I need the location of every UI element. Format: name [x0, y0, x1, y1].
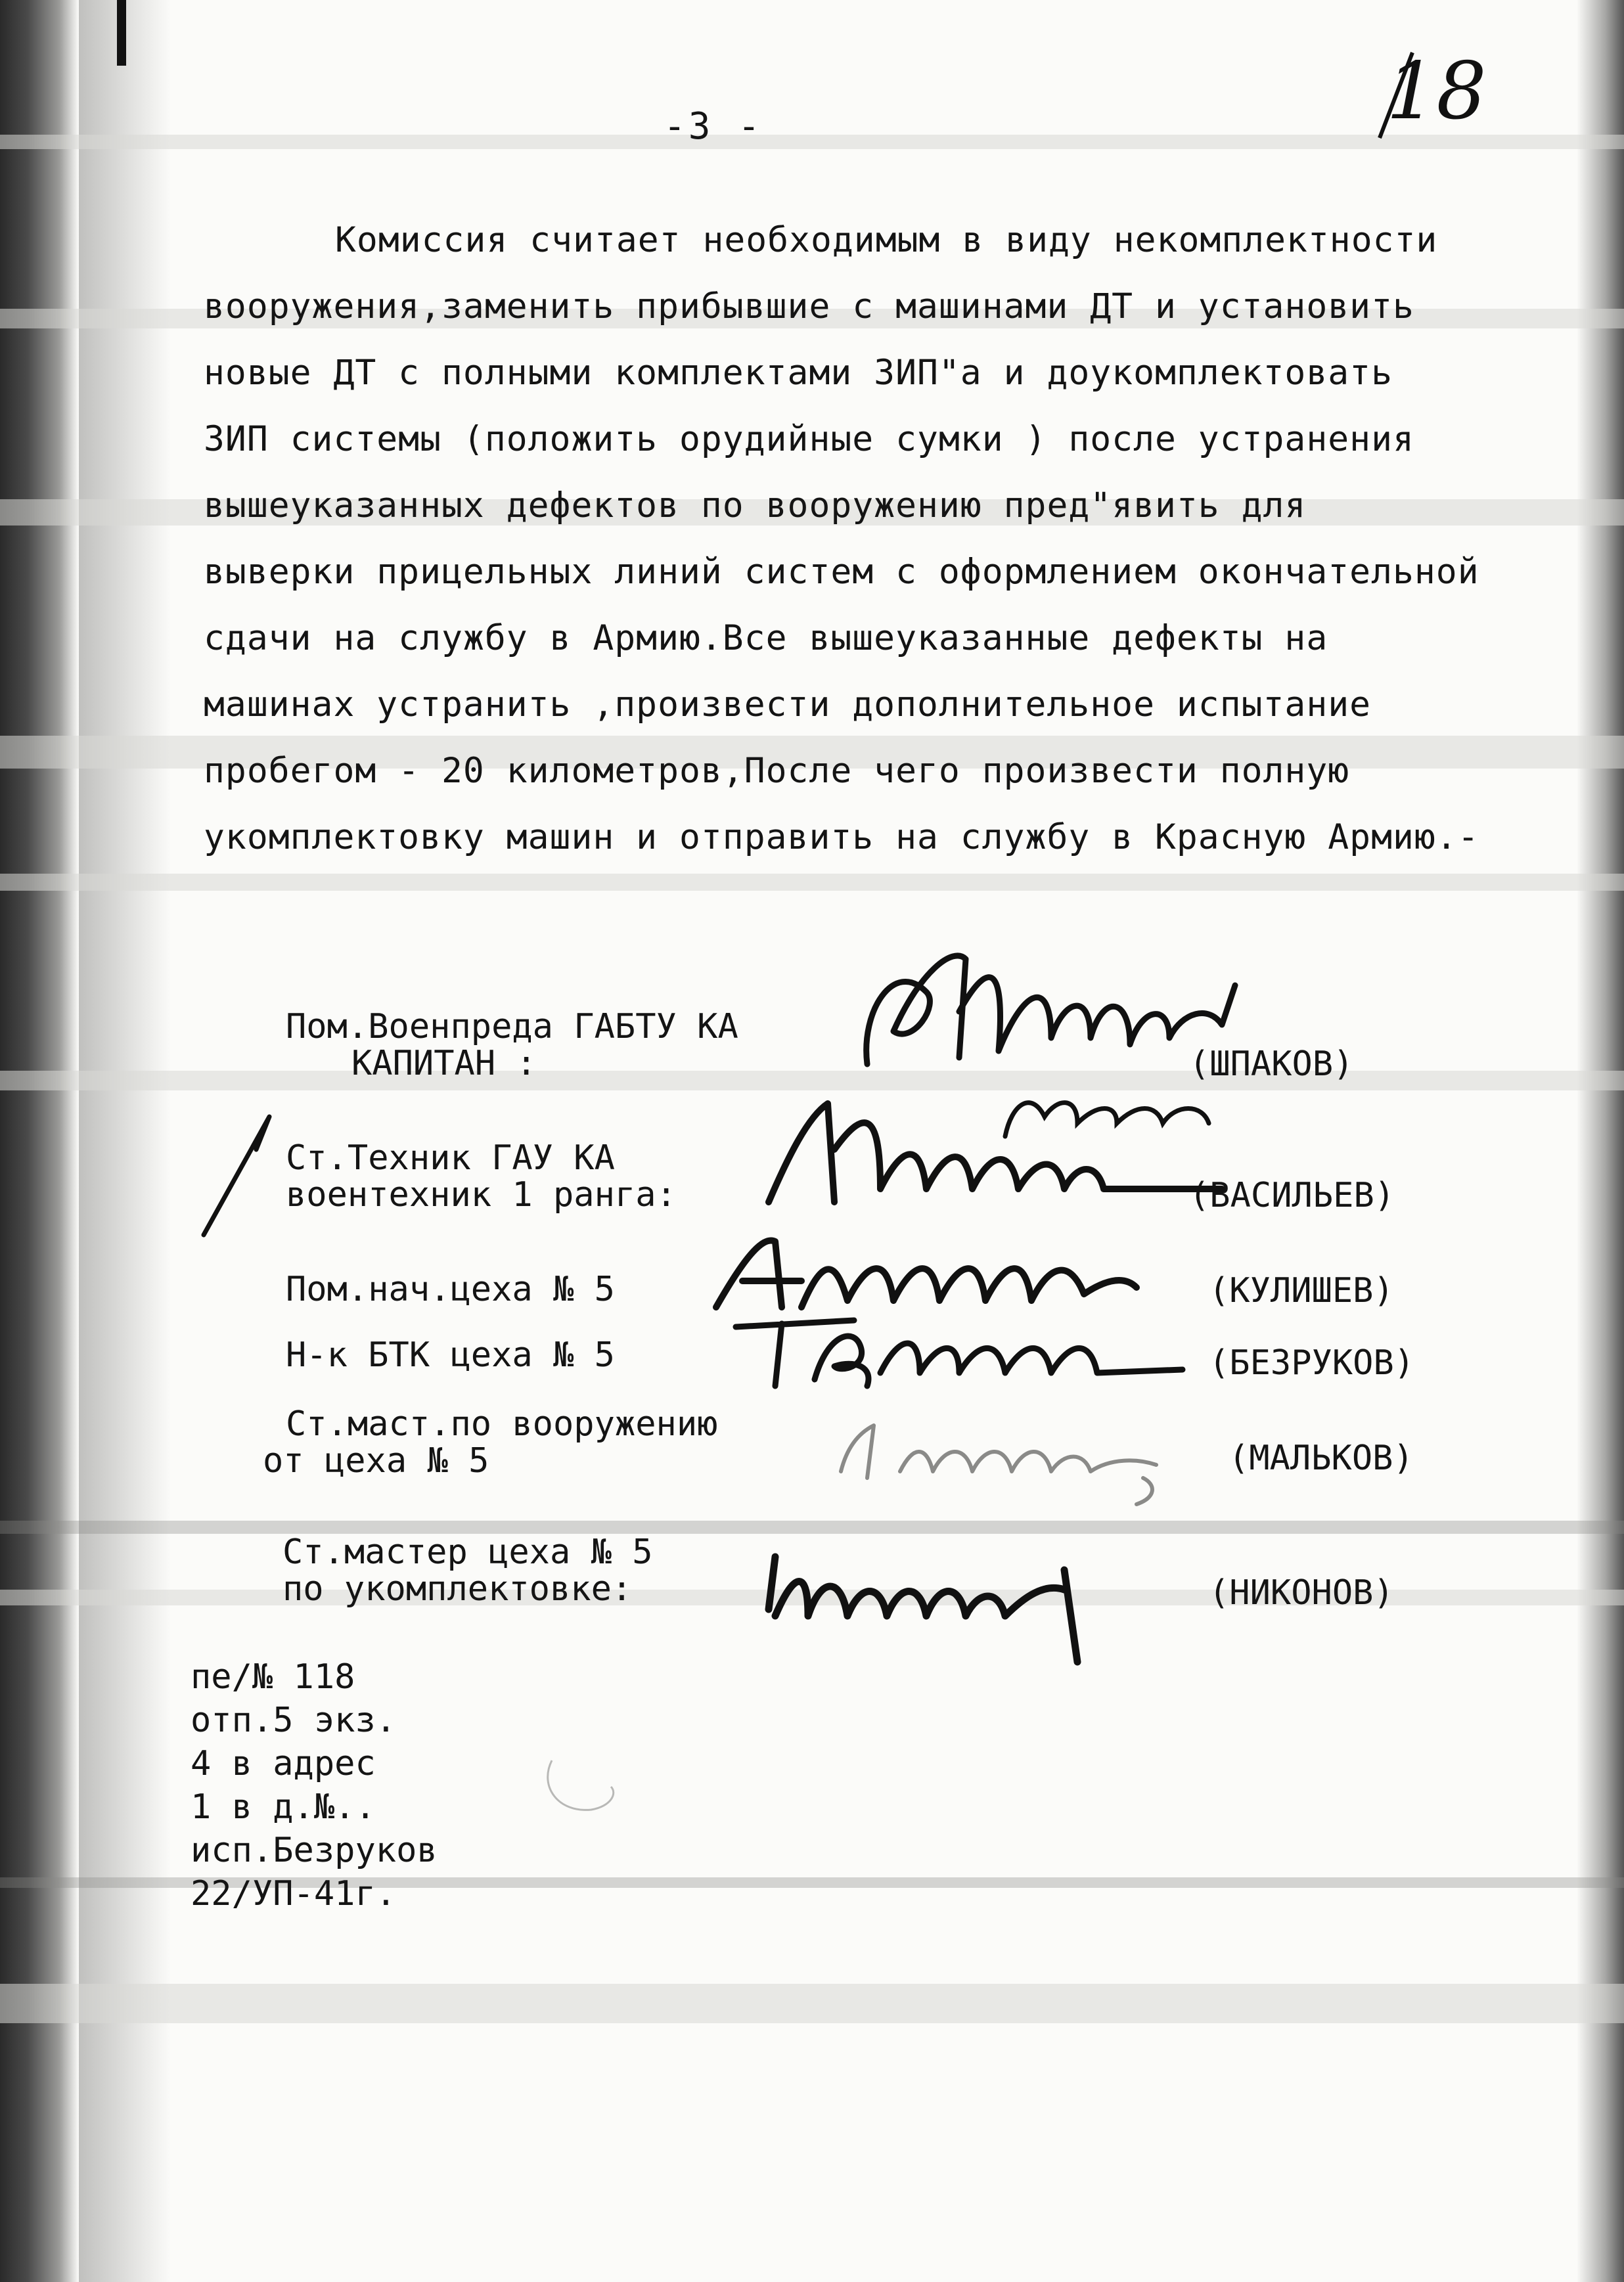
position-line: по укомплектовке:	[282, 1569, 633, 1609]
scan-streak	[0, 874, 1624, 891]
position-line: Ст.мастер цеха № 5	[282, 1533, 653, 1572]
signatory-position	[286, 1140, 677, 1213]
signature-vasiliev	[749, 1077, 1248, 1222]
signatory-name: (ШПАКОВ)	[1189, 1044, 1354, 1084]
scan-right-edge	[1577, 0, 1624, 2282]
body-line: ЗИП системы (положить орудийные сумки ) после устранения	[204, 419, 1414, 459]
signatory-name: (КУЛИШЕВ)	[1209, 1271, 1394, 1310]
body-line: пробегом - 20 километров,После чего произвести полную	[204, 751, 1350, 791]
signature-malkov	[801, 1406, 1209, 1511]
dispatch-line: 4 в адрес	[191, 1744, 376, 1783]
archive-number-handwritten	[1373, 39, 1491, 145]
dispatch-line: отп.5 экз.	[191, 1701, 397, 1740]
dispatch-line: пе/№ 118	[191, 1657, 355, 1697]
body-line: укомплектовку машин и отправить на службу в Красную Армию.-	[204, 817, 1479, 857]
signatory-position	[286, 1008, 738, 1082]
signatory-name: (ВАСИЛЬЕВ)	[1189, 1176, 1395, 1215]
signatory-name: (МАЛЬКОВ)	[1229, 1439, 1414, 1478]
dispatch-line: исп.Безруков	[191, 1831, 438, 1870]
position-line: от цеха № 5	[263, 1441, 489, 1481]
signature-bezrukov	[723, 1307, 1196, 1393]
stray-circle-mark	[539, 1747, 624, 1820]
signatory-name: (БЕЗРУКОВ)	[1209, 1343, 1415, 1383]
page-number: -3 -	[664, 105, 763, 148]
stray-pen-stroke	[197, 1110, 282, 1242]
scan-left-shadow	[79, 0, 171, 2282]
body-line: новые ДТ с полными комплектами ЗИП"а и доукомплектовать	[204, 353, 1393, 393]
position-line: Пом.Военпреда ГАБТУ КА	[286, 1007, 738, 1046]
signatory-position	[263, 1406, 717, 1479]
binder-mark	[117, 0, 126, 66]
position-line: Ст.маст.по вооружению	[286, 1404, 718, 1444]
body-paragraph	[204, 207, 1550, 870]
dispatch-note	[191, 1655, 438, 1915]
position-line: Ст.Техник ГАУ КА	[286, 1138, 615, 1178]
body-line: выверки прицельных линий систем с оформлением окончательной	[204, 552, 1479, 592]
svg-text:18: 18	[1386, 46, 1487, 137]
position-line: воентехник 1 ранга:	[286, 1175, 677, 1215]
signatory-position	[282, 1534, 653, 1607]
body-line: вышеуказанных дефектов по вооружению пред"явить для	[204, 485, 1307, 526]
signature-nikonov	[756, 1531, 1097, 1668]
dispatch-line: 22/УП-41г.	[191, 1874, 397, 1913]
body-line: сдачи на службу в Армию.Все вышеуказанные дефекты на	[204, 618, 1328, 658]
body-line: Комиссия считает необходимым в виду некомплектности	[335, 220, 1438, 260]
signatory-position	[286, 1337, 615, 1374]
signatory-name: (НИКОНОВ)	[1209, 1573, 1394, 1613]
position-line: Пом.нач.цеха № 5	[286, 1270, 615, 1309]
scan-left-edge	[0, 0, 79, 2282]
signature-kulishev	[703, 1222, 1150, 1320]
signature-shpakov	[854, 933, 1261, 1084]
body-line: вооружения,заменить прибывшие с машинами ДТ и установить	[204, 286, 1414, 326]
dispatch-line: 1 в д.№..	[191, 1787, 376, 1827]
body-line: машинах устранить ,произвести дополнительное испытание	[204, 684, 1372, 725]
signatory-position	[286, 1271, 615, 1308]
position-line: КАПИТАН :	[351, 1044, 537, 1083]
position-line: Н-к БТК цеха № 5	[286, 1335, 615, 1375]
scan-streak	[0, 1984, 1624, 2023]
